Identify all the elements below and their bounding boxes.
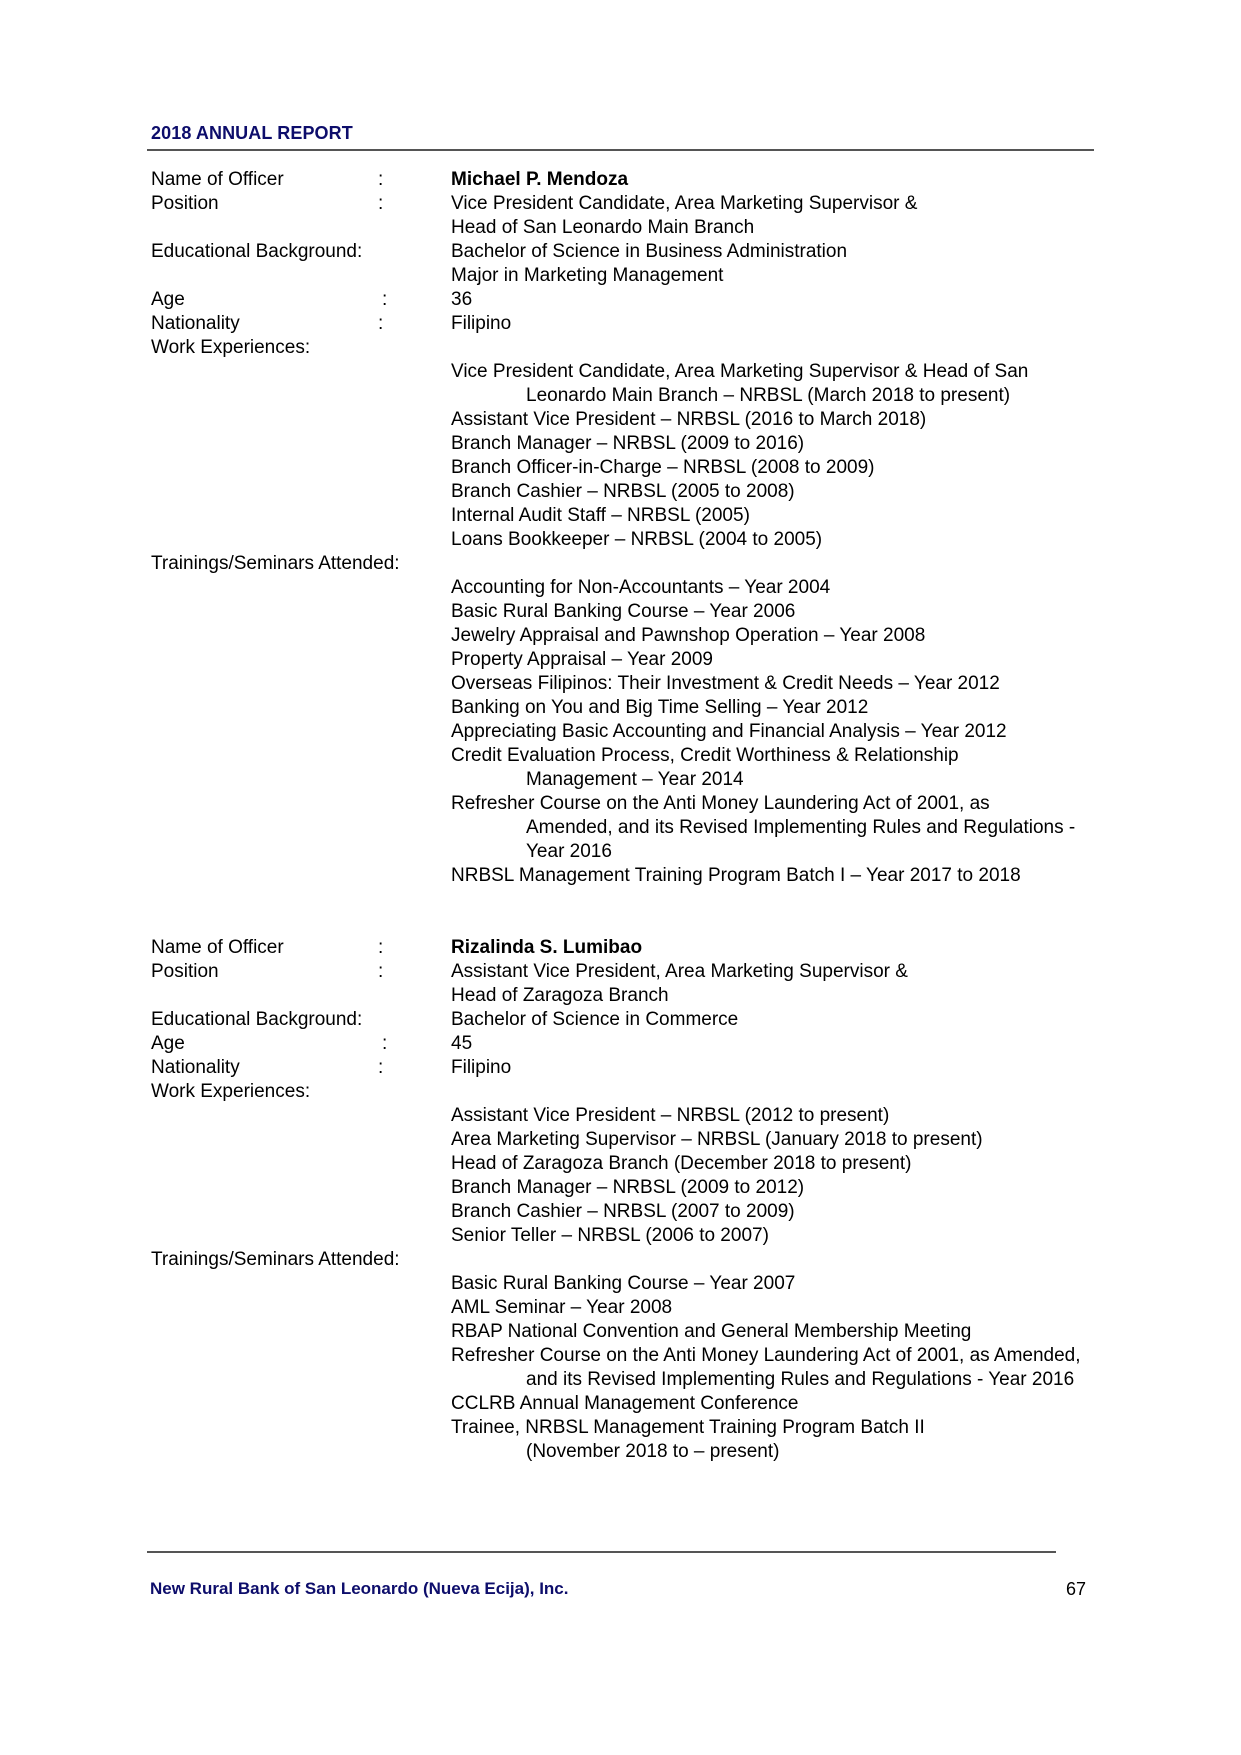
training-item — [151, 864, 1151, 888]
training-item — [151, 648, 1151, 672]
field-colon: : — [378, 1057, 384, 1078]
work-experience-list — [151, 360, 1151, 552]
training-text: Accounting for Non-Accountants – Year 2004 — [451, 577, 831, 598]
work-experience-text: Loans Bookkeeper – NRBSL (2004 to 2005) — [451, 529, 823, 550]
field-position — [151, 960, 1151, 984]
field-value-age: 45 — [451, 1033, 473, 1054]
training-text: Credit Evaluation Process, Credit Worthiness & Relationship — [451, 745, 959, 766]
work-experience-text: Branch Cashier – NRBSL (2007 to 2009) — [451, 1201, 795, 1222]
field-label-position: Position — [151, 193, 219, 214]
field-value-age: 36 — [451, 289, 473, 310]
work-experience-item — [151, 408, 1151, 432]
training-item — [151, 1320, 1151, 1344]
field-label-education: Educational Background: — [151, 1009, 363, 1030]
section-label-trainings — [151, 1248, 1151, 1272]
work-experience-item — [151, 456, 1151, 480]
trainings-list — [151, 576, 1151, 888]
training-text: Amended, and its Revised Implementing Rules and Regulations - — [526, 817, 1076, 838]
field-colon: : — [378, 313, 384, 334]
training-item — [151, 576, 1151, 600]
work-experience-text: Branch Manager – NRBSL (2009 to 2012) — [451, 1177, 805, 1198]
field-value-education: Major in Marketing Management — [451, 265, 724, 286]
field-age — [151, 1032, 1151, 1056]
field-value-name: Michael P. Mendoza — [451, 169, 629, 190]
training-text: Trainee, NRBSL Management Training Program Batch II — [451, 1417, 925, 1438]
training-item — [151, 744, 1151, 768]
training-item — [151, 792, 1151, 816]
field-colon: : — [382, 1033, 388, 1054]
work-experience-text: Assistant Vice President – NRBSL (2016 to March 2018) — [451, 409, 927, 430]
training-item — [151, 1272, 1151, 1296]
footer-organization: New Rural Bank of San Leonardo (Nueva Ecija), Inc. — [150, 1579, 569, 1598]
field-label-name: Name of Officer — [151, 169, 284, 190]
training-text: RBAP National Convention and General Membership Meeting — [451, 1321, 972, 1342]
field-value-position: Assistant Vice President, Area Marketing Supervisor & — [451, 961, 908, 982]
trainings-list — [151, 1272, 1151, 1464]
training-text: NRBSL Management Training Program Batch I – Year 2017 to 2018 — [451, 865, 1021, 886]
field-value-position: Head of Zaragoza Branch — [451, 985, 669, 1006]
field-label-nationality: Nationality — [151, 313, 240, 334]
training-item — [151, 672, 1151, 696]
work-experience-text: Branch Manager – NRBSL (2009 to 2016) — [451, 433, 805, 454]
field-value-name: Rizalinda S. Lumibao — [451, 937, 643, 958]
work-experience-item — [151, 360, 1151, 384]
training-item — [151, 1440, 1151, 1464]
training-text: and its Revised Implementing Rules and Regulations - Year 2016 — [526, 1369, 1075, 1390]
work-experience-item — [151, 1104, 1151, 1128]
section-label-trainings — [151, 552, 1151, 576]
field-label-age: Age — [151, 289, 185, 310]
training-item — [151, 816, 1151, 840]
training-text: (November 2018 to – present) — [526, 1441, 780, 1462]
work-experience-item — [151, 384, 1151, 408]
report-title: 2018 ANNUAL REPORT — [151, 123, 353, 143]
training-item — [151, 1392, 1151, 1416]
field-value-education: Bachelor of Science in Commerce — [451, 1009, 739, 1030]
field-value-nationality: Filipino — [451, 313, 512, 334]
work-experience-text: Vice President Candidate, Area Marketing Supervisor & Head of San — [451, 361, 1029, 382]
work-experience-item — [151, 528, 1151, 552]
field-position — [151, 192, 1151, 216]
field-label-nationality: Nationality — [151, 1057, 240, 1078]
training-text: Banking on You and Big Time Selling – Year 2012 — [451, 697, 869, 718]
training-text: Appreciating Basic Accounting and Financial Analysis – Year 2012 — [451, 721, 1007, 742]
field-education — [151, 264, 1151, 288]
training-item — [151, 768, 1151, 792]
work-experience-text: Senior Teller – NRBSL (2006 to 2007) — [451, 1225, 769, 1246]
field-value-position: Vice President Candidate, Area Marketing Supervisor & — [451, 193, 918, 214]
training-item — [151, 1368, 1151, 1392]
work-experience-text: Branch Officer-in-Charge – NRBSL (2008 to 2009) — [451, 457, 875, 478]
work-experience-text: Internal Audit Staff – NRBSL (2005) — [451, 505, 750, 526]
field-value-nationality: Filipino — [451, 1057, 512, 1078]
section-label-work — [151, 1080, 1151, 1104]
work-experience-text: Leonardo Main Branch – NRBSL (March 2018 to present) — [526, 385, 1011, 406]
field-colon: : — [382, 289, 388, 310]
field-nationality — [151, 1056, 1151, 1080]
field-name — [151, 168, 1151, 192]
page-number: 67 — [1066, 1579, 1087, 1599]
footer-divider — [147, 1551, 1056, 1553]
training-text: Jewelry Appraisal and Pawnshop Operation – Year 2008 — [451, 625, 926, 646]
field-value-position: Head of San Leonardo Main Branch — [451, 217, 755, 238]
training-text: Year 2016 — [526, 841, 612, 862]
field-label-age: Age — [151, 1033, 185, 1054]
training-item — [151, 696, 1151, 720]
training-item — [151, 600, 1151, 624]
work-experience-text: Area Marketing Supervisor – NRBSL (January 2018 to present) — [451, 1129, 983, 1150]
training-item — [151, 1416, 1151, 1440]
field-nationality — [151, 312, 1151, 336]
section-label-work — [151, 336, 1151, 360]
field-name — [151, 936, 1151, 960]
work-experience-item — [151, 1200, 1151, 1224]
officer-profile — [151, 936, 1151, 1464]
field-position — [151, 984, 1151, 1008]
training-text: Management – Year 2014 — [526, 769, 744, 790]
field-education — [151, 1008, 1151, 1032]
field-colon: : — [378, 193, 384, 214]
training-text: Overseas Filipinos: Their Investment & Credit Needs – Year 2012 — [451, 673, 1000, 694]
field-education — [151, 240, 1151, 264]
field-colon: : — [378, 169, 384, 190]
work-experience-item — [151, 1152, 1151, 1176]
training-item — [151, 840, 1151, 864]
trainings-label: Trainings/Seminars Attended: — [151, 1249, 400, 1270]
work-experience-list — [151, 1104, 1151, 1248]
officer-profile — [151, 168, 1151, 888]
work-experience-text: Assistant Vice President – NRBSL (2012 to present) — [451, 1105, 890, 1126]
work-experiences-label: Work Experiences: — [151, 1081, 311, 1102]
field-colon: : — [378, 937, 384, 958]
training-text: Basic Rural Banking Course – Year 2007 — [451, 1273, 796, 1294]
work-experience-item — [151, 504, 1151, 528]
trainings-label: Trainings/Seminars Attended: — [151, 553, 400, 574]
work-experience-item — [151, 480, 1151, 504]
field-colon: : — [378, 961, 384, 982]
work-experience-item — [151, 1224, 1151, 1248]
training-text: AML Seminar – Year 2008 — [451, 1297, 673, 1318]
training-text: Basic Rural Banking Course – Year 2006 — [451, 601, 796, 622]
training-item — [151, 1296, 1151, 1320]
training-item — [151, 624, 1151, 648]
field-label-name: Name of Officer — [151, 937, 284, 958]
field-label-position: Position — [151, 961, 219, 982]
work-experience-item — [151, 432, 1151, 456]
work-experience-item — [151, 1176, 1151, 1200]
work-experiences-label: Work Experiences: — [151, 337, 311, 358]
work-experience-text: Branch Cashier – NRBSL (2005 to 2008) — [451, 481, 795, 502]
training-item — [151, 1344, 1151, 1368]
field-label-education: Educational Background: — [151, 241, 363, 262]
field-value-education: Bachelor of Science in Business Administration — [451, 241, 848, 262]
header-divider — [147, 149, 1094, 151]
training-text: CCLRB Annual Management Conference — [451, 1393, 799, 1414]
work-experience-item — [151, 1128, 1151, 1152]
training-item — [151, 720, 1151, 744]
work-experience-text: Head of Zaragoza Branch (December 2018 to present) — [451, 1153, 912, 1174]
field-age — [151, 288, 1151, 312]
training-text: Refresher Course on the Anti Money Laundering Act of 2001, as — [451, 793, 990, 814]
field-position — [151, 216, 1151, 240]
training-text: Refresher Course on the Anti Money Laundering Act of 2001, as Amended, — [451, 1345, 1081, 1366]
training-text: Property Appraisal – Year 2009 — [451, 649, 713, 670]
